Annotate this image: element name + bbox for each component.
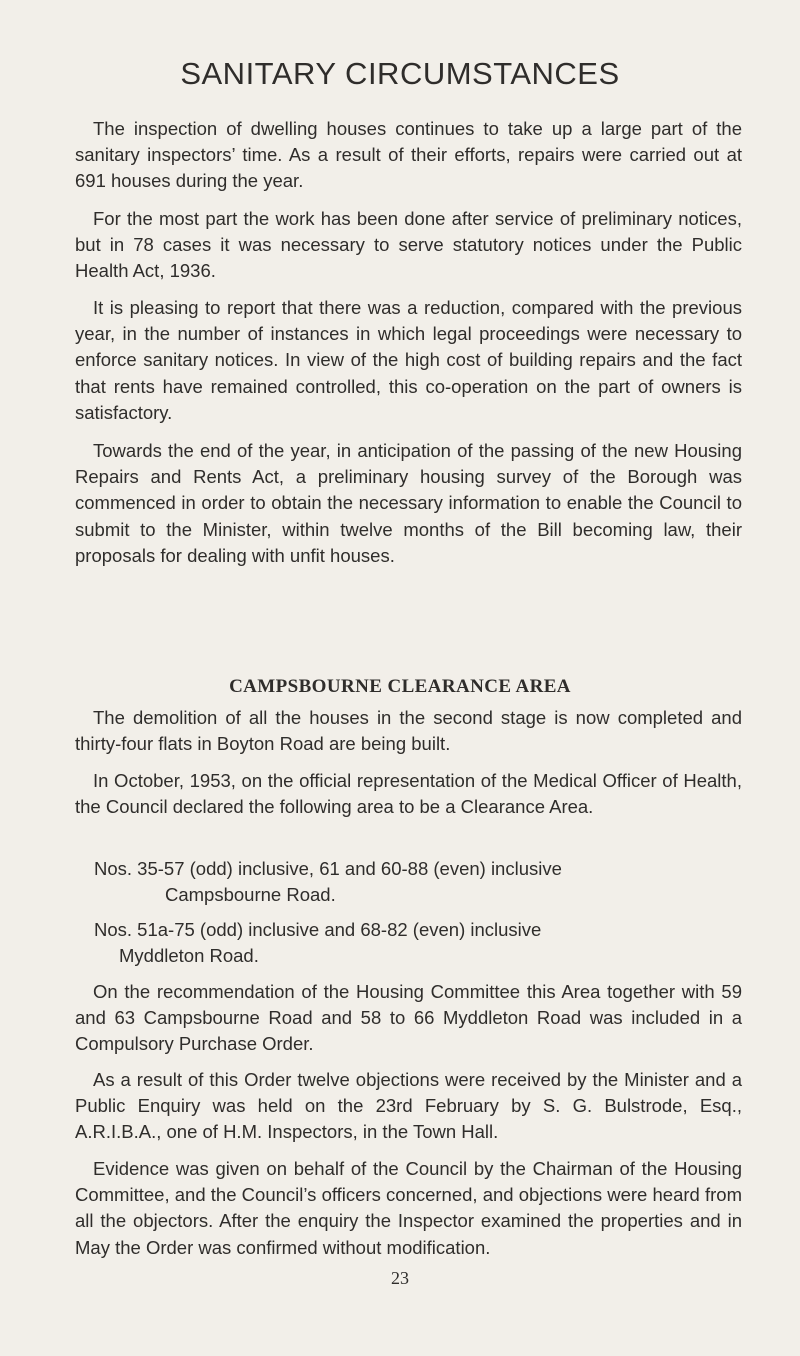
paragraph-evidence: Evidence was given on behalf of the Council by the Chairman of the Housing Committee, and the Council’s officers concerned, and objections were heard from all the objectors. After the enquiry the Inspector examined the properties and in May the Order was confirmed without modification. [75, 1158, 742, 1258]
paragraph-objections: As a result of this Order twelve objections were received by the Minister and a Public Enquiry was held on the 23rd February by S. G. Bulstrode, Esq., A.R.I.B.A., one of H.M. Inspectors, in the Town Hall. [75, 1069, 742, 1143]
paragraph-reduction: It is pleasing to report that there was a reduction, compared with the previous year, in the number of instances in which legal proceedings were necessary to enforce sanitary notices. In view of the high cost of building repairs and the fact that rents have remained controlled, this co-operation on the part of owners is satisfactory. [75, 297, 742, 423]
address-campsbourne [94, 856, 714, 908]
paragraph-inspection: The inspection of dwelling houses continues to take up a large part of the sanitary inspectors’ time. As a result of their efforts, repairs were carried out at 691 houses during the year. [75, 118, 742, 192]
paragraph-recommendation: On the recommendation of the Housing Committee this Area together with 59 and 63 Campsbourne Road and 58 to 66 Myddleton Road was included in a Compulsory Purchase Order. [75, 981, 742, 1055]
address-street: Campsbourne Road. [165, 884, 336, 905]
address-line: Nos. 51a-75 (odd) inclusive and 68-82 (even) inclusive [94, 919, 542, 940]
paragraph-housing-survey: Towards the end of the year, in anticipation of the passing of the new Housing Repairs and Rents Act, a preliminary housing survey of the Borough was commenced in order to obtain the necessary information to enable the Council to submit to the Minister, within twelve months of the Bill becoming law, their proposals for dealing with unfit houses. [75, 440, 742, 566]
paragraph-notices: For the most part the work has been done after service of preliminary notices, but in 78 cases it was necessary to serve statutory notices under the Public Health Act, 1936. [75, 208, 742, 282]
paragraph-demolition: The demolition of all the houses in the second stage is now completed and thirty-four flats in Boyton Road are being built. [75, 707, 742, 755]
section-heading: CAMPSBOURNE CLEARANCE AREA [229, 676, 571, 697]
page-number: 23 [391, 1268, 409, 1288]
page-title: SANITARY CIRCUMSTANCES [180, 56, 620, 91]
address-street: Myddleton Road. [119, 945, 259, 966]
address-myddleton [94, 917, 714, 969]
address-line: Nos. 35-57 (odd) inclusive, 61 and 60-88 (even) inclusive [94, 858, 562, 879]
paragraph-october-1953: In October, 1953, on the official representation of the Medical Officer of Health, the Council declared the following area to be a Clearance Area. [75, 770, 742, 818]
